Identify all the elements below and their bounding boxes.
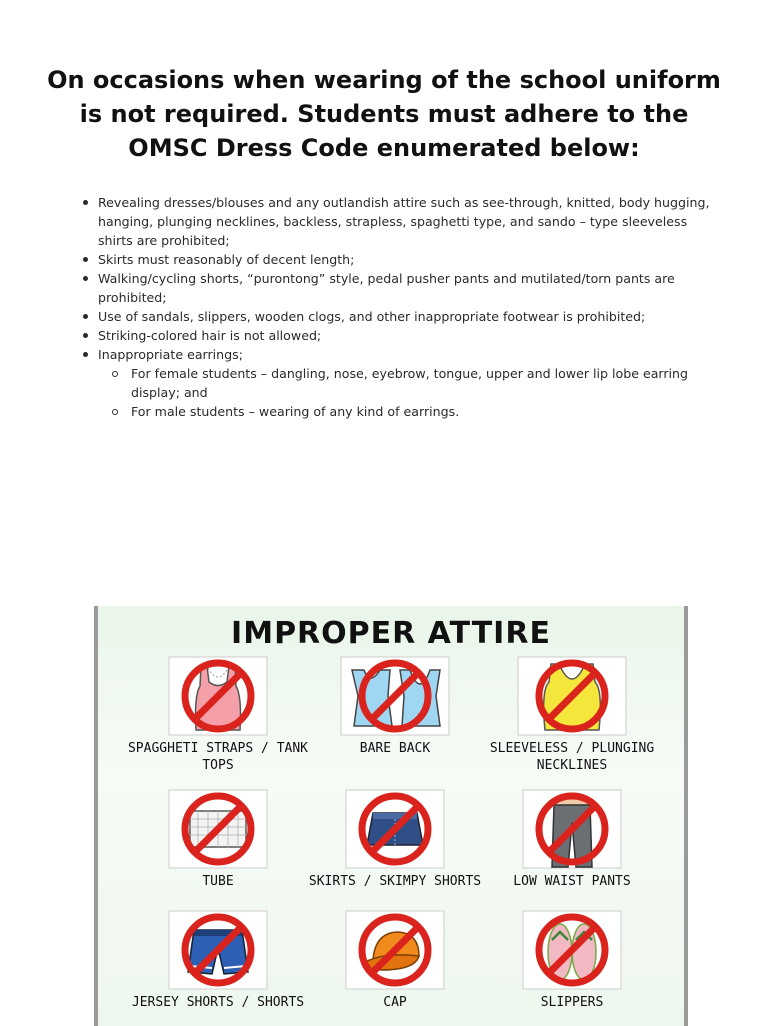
attire-item <box>126 910 310 1011</box>
list-item: Use of sandals, slippers, wooden clogs, and other inappropriate footwear is prohibited; <box>98 307 718 326</box>
skirt-icon <box>345 789 445 869</box>
attire-label: LOW WAIST PANTS <box>513 874 631 889</box>
earring-sublist <box>98 364 718 421</box>
dress-code-list <box>78 193 718 421</box>
page-heading: On occasions when wearing of the school uniform is not required. Students must adhere to the OMSC Dress Code enumerated below: <box>47 66 721 162</box>
sleeveless-top-icon <box>517 656 627 736</box>
attire-item <box>480 910 664 1011</box>
attire-item <box>480 789 664 890</box>
improper-attire-poster <box>94 606 688 1026</box>
sublist-item: For female students – dangling, nose, eyebrow, tongue, upper and lower lip lobe earring display; and <box>131 364 718 402</box>
list-item: Striking-colored hair is not allowed; <box>98 326 718 345</box>
attire-label: BARE BACK <box>359 741 431 756</box>
tube-top-icon <box>168 789 268 869</box>
attire-item <box>303 789 487 890</box>
attire-label: SLIPPERS <box>540 995 604 1010</box>
attire-label: JERSEY SHORTS / SHORTS <box>131 995 305 1010</box>
list-item: Walking/cycling shorts, “purontong” style, pedal pusher pants and mutilated/torn pants are prohibited; <box>98 269 718 307</box>
list-item <box>98 345 718 421</box>
attire-item <box>303 656 487 757</box>
jersey-shorts-icon <box>168 910 268 990</box>
list-item: Revealing dresses/blouses and any outlandish attire such as see-through, knitted, body hugging, hanging, plunging necklines, backless, strapless, spaghetti type, and sando – type sleeveless shirts are prohibited; <box>98 193 718 250</box>
sublist-item: For male students – wearing of any kind of earrings. <box>131 402 718 421</box>
slippers-icon <box>522 910 622 990</box>
list-item: Skirts must reasonably of decent length; <box>98 250 718 269</box>
attire-item <box>480 656 664 774</box>
attire-label: SPAGGHETI STRAPS / TANK TOPS <box>127 741 308 773</box>
cap-icon <box>345 910 445 990</box>
attire-label: SKIRTS / SKIMPY SHORTS <box>308 874 482 889</box>
low-waist-pants-icon <box>522 789 622 869</box>
attire-item <box>126 656 310 774</box>
attire-label: SLEEVELESS / PLUNGING NECKLINES <box>489 741 655 773</box>
tank-top-icon <box>168 656 268 736</box>
list-item-text: Inappropriate earrings; <box>98 347 243 362</box>
poster-title: IMPROPER ATTIRE <box>231 616 551 651</box>
attire-item <box>303 910 487 1011</box>
attire-item <box>126 789 310 890</box>
bare-back-icon <box>340 656 450 736</box>
attire-label: CAP <box>383 995 407 1010</box>
attire-label: TUBE <box>202 874 234 889</box>
